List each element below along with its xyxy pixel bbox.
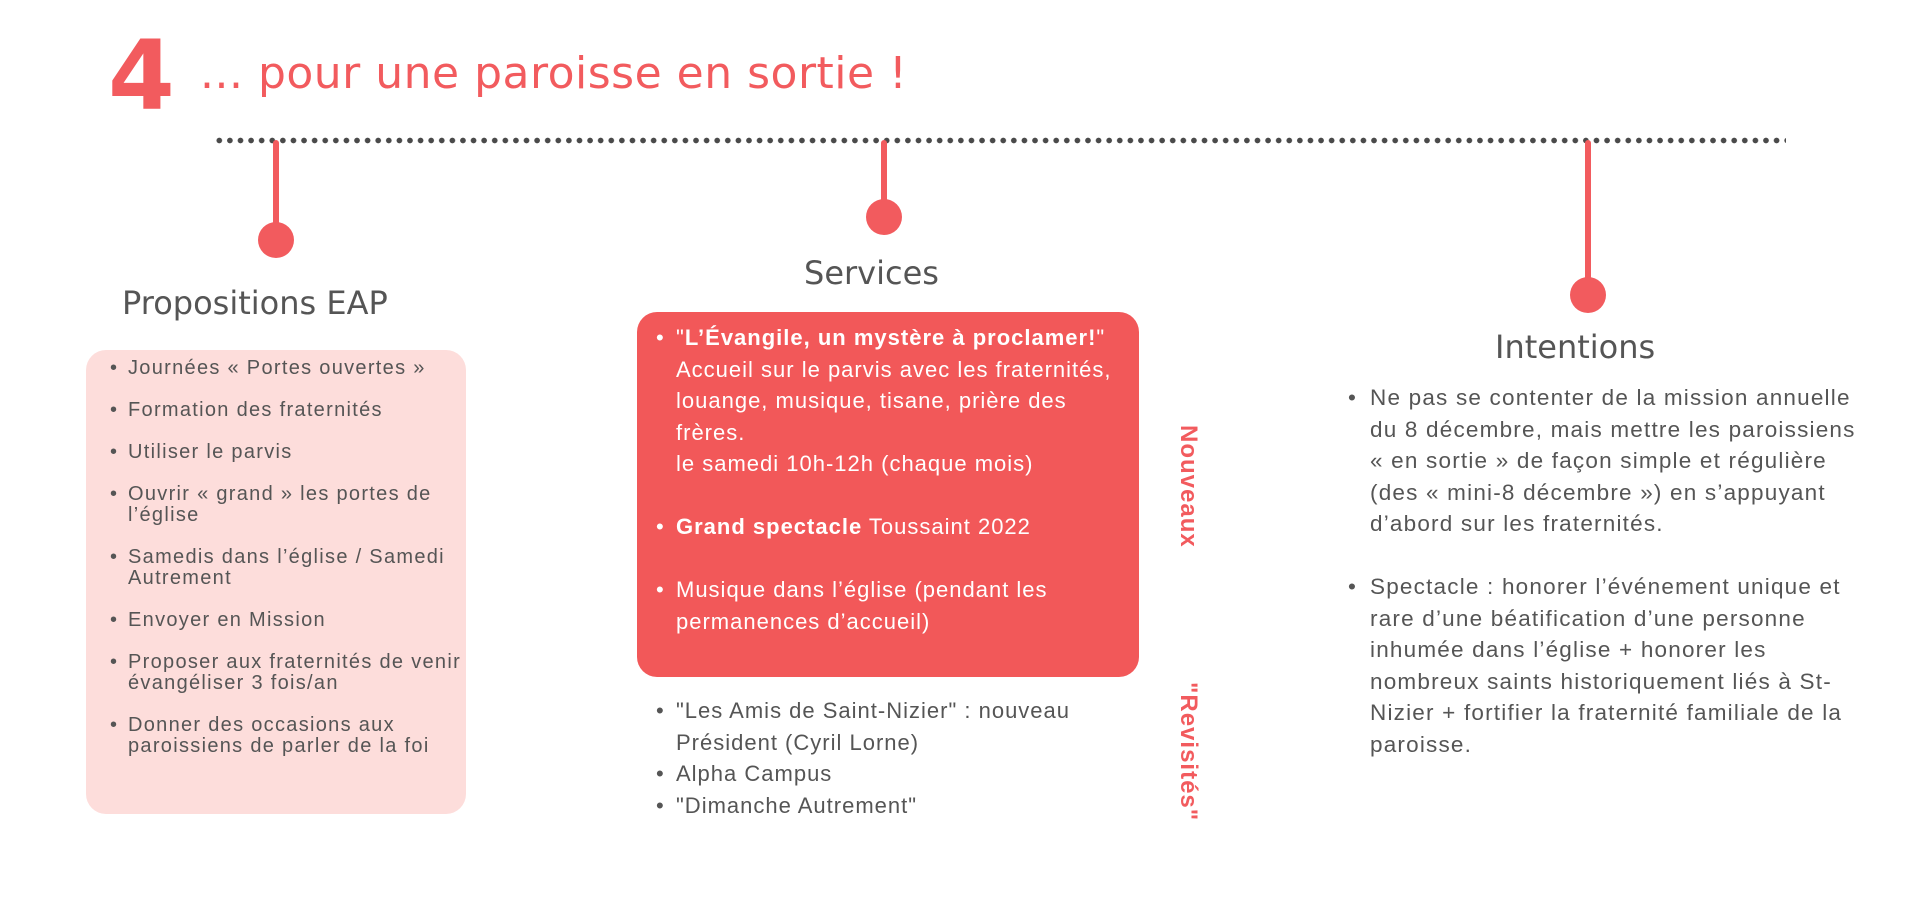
list-item: • Alpha Campus	[656, 758, 1136, 790]
list-item: • Journées « Portes ouvertes »	[110, 358, 464, 379]
services-revisited-list	[656, 695, 1136, 821]
list-item	[656, 322, 1126, 480]
label-revisites: "Revisités"	[1175, 682, 1202, 822]
list-item: • Envoyer en Mission	[110, 610, 464, 631]
event-schedule: le samedi 10h-12h (chaque mois)	[676, 451, 1034, 476]
event-title: L’Évangile, un mystère à proclamer!	[684, 325, 1097, 350]
quote-open: "	[676, 325, 685, 350]
page-title: ... pour une paroisse en sortie !	[200, 48, 908, 99]
event-description: Accueil sur le parvis avec les fraternités, louange, musique, tisane, prière des frères.	[676, 356, 1112, 445]
list-item: • Ouvrir « grand » les portes de l’église	[110, 484, 464, 526]
list-item: • Ne pas se contenter de la mission annuelle du 8 décembre, mais mettre les paroissiens « en sortie » de façon simple et régulière (des « mini-8 décembre ») en s’appuyant d’abord sur les fraternités.	[1348, 382, 1868, 540]
timeline-marker-services	[866, 199, 902, 235]
label-nouveaux: Nouveaux	[1175, 425, 1202, 548]
list-item: • "Les Amis de Saint-Nizier" : nouveau Président (Cyril Lorne)	[656, 695, 1136, 758]
intentions-list	[1348, 382, 1868, 760]
propositions-heading: Propositions EAP	[122, 284, 388, 322]
list-item: • Proposer aux fraternités de venir évangéliser 3 fois/an	[110, 652, 464, 694]
services-heading: Services	[804, 254, 939, 292]
timeline-dotted-line	[214, 137, 1786, 144]
event-title: Grand spectacle	[676, 514, 863, 539]
timeline-stem-intentions	[1585, 140, 1591, 290]
services-new-list	[656, 322, 1126, 637]
list-item: • Utiliser le parvis	[110, 442, 464, 463]
list-item: • Formation des fraternités	[110, 400, 464, 421]
section-number: 4	[108, 20, 175, 132]
timeline-marker-propositions	[258, 222, 294, 258]
intentions-heading: Intentions	[1495, 328, 1656, 366]
list-item: • Samedis dans l’église / Samedi Autrement	[110, 547, 464, 589]
list-item: • "Dimanche Autrement"	[656, 790, 1136, 822]
list-item	[656, 511, 1126, 543]
propositions-list	[110, 358, 464, 778]
list-item: • Musique dans l’église (pendant les permanences d’accueil)	[656, 574, 1126, 637]
timeline-marker-intentions	[1570, 277, 1606, 313]
quote-close: "	[1096, 325, 1106, 350]
list-item: • Donner des occasions aux paroissiens de parler de la foi	[110, 715, 464, 757]
list-item: • Spectacle : honorer l’événement unique et rare d’une béatification d’une personne inhumée dans l’église + honorer les nombreux saints historiquement liés à St-Nizier + fortifier la fraternité familiale de la paroisse.	[1348, 571, 1868, 760]
event-detail: Toussaint 2022	[862, 514, 1031, 539]
